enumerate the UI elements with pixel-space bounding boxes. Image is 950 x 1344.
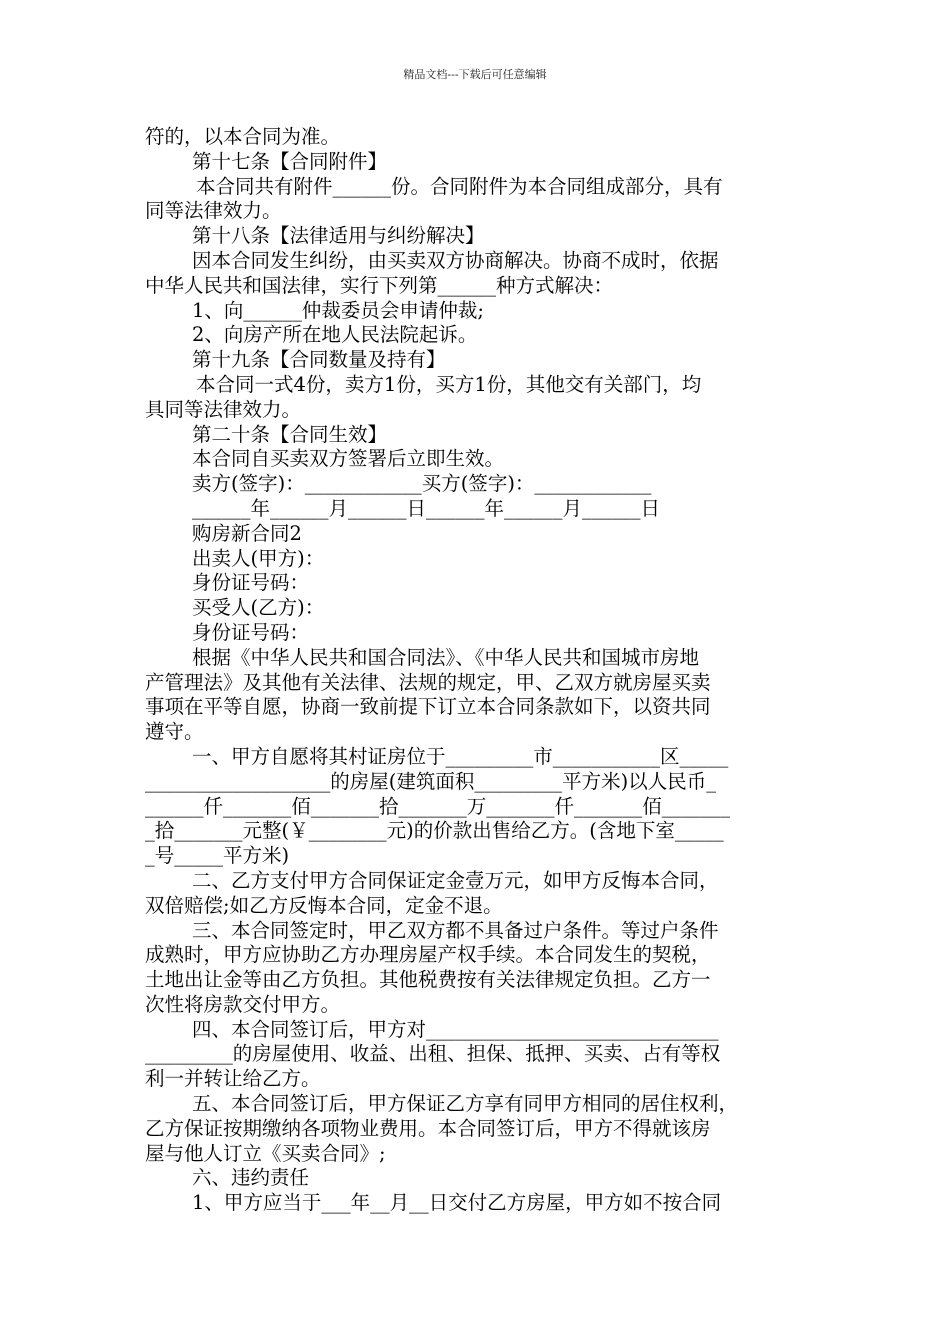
text-line: 中华人民共和国法律，实行下列第______种方式解决： (145, 273, 614, 297)
date-line: ______年______月______日______年______月______日 (192, 496, 660, 520)
text-line: _号_____平方米) (145, 844, 290, 868)
signature-line: 卖方(签字)：____________买方(签字)：____________ (192, 472, 652, 496)
text-line: _________的房屋使用、收益、出租、担保、抵押、买卖、占有等权 (145, 1042, 721, 1066)
article-heading: 第十九条【合同数量及持有】 (192, 348, 446, 372)
text-line: 根据《中华人民共和国合同法》、《中华人民共和国城市房地 (192, 645, 700, 669)
text-line: 1、甲方应当于___年__月__日交付乙方房屋，甲方如不按合同 (192, 1191, 722, 1215)
text-line: 本合同自买卖双方签署后立即生效。 (192, 447, 505, 471)
text-line: ___________________的房屋(建筑面积_________平方米)以人民币_ (145, 769, 716, 793)
text-line: 利一并转让给乙方。 (145, 1067, 321, 1091)
text-line: 双倍赔偿;如乙方反悔本合同，定金不退。 (145, 893, 503, 917)
text-line: 本合同一式4份，卖方1份，买方1份，其他交有关部门，均 (196, 372, 702, 396)
id-number-field: 身份证号码： (192, 620, 310, 644)
text-line: 1、向______仲裁委员会申请仲裁; (192, 298, 484, 322)
buyer-field: 买受人(乙方)： (192, 596, 325, 620)
text-line: 五、本合同签订后，甲方保证乙方享有同甲方相同的居住权利， (192, 1092, 739, 1116)
text-line: 次性将房款交付甲方。 (145, 992, 341, 1016)
article-heading: 第十七条【合同附件】 (192, 149, 388, 173)
text-line: 本合同共有附件______份。合同附件为本合同组成部分，具有 (196, 174, 723, 198)
text-line: 二、乙方支付甲方合同保证定金壹万元，如甲方反悔本合同， (192, 868, 719, 892)
text-line: 一、甲方自愿将其村证房位于_________市___________区_____ (192, 744, 729, 768)
text-line: 具同等法律效力。 (145, 397, 302, 421)
article-heading: 六、违约责任 (192, 1166, 310, 1190)
id-number-field: 身份证号码： (192, 571, 310, 595)
text-line: 符的，以本合同为准。 (145, 125, 341, 148)
text-line: 四、本合同签订后，甲方对______________________________ (192, 1017, 719, 1041)
text-line: _拾_______元整(￥________元)的价款出售给乙方。(含地下室_____ (145, 819, 724, 843)
article-heading: 第二十条【合同生效】 (192, 422, 388, 446)
text-line: 2、向房产所在地人民法院起诉。 (192, 323, 478, 347)
text-line: 遵守。 (145, 720, 204, 744)
text-line: 乙方保证按期缴纳各项物业费用。本合同签订后，甲方不得就该房 (145, 1116, 711, 1140)
text-line: 产管理法》及其他有关法律、法规的规定，甲、乙双方就房屋买卖 (145, 670, 711, 694)
text-line: 三、本合同签定时，甲乙双方都不具备过户条件。等过户条件 (192, 918, 719, 942)
text-line: 土地出让金等由乙方负担。其他税费按有关法律规定负担。乙方一 (145, 968, 711, 992)
text-line: 同等法律效力。 (145, 199, 282, 223)
document-body (145, 125, 808, 1216)
page-header: 精品文档---下载后可任意编辑 (403, 68, 547, 81)
text-line: ______仟_______佰_______拾_______万_______仟_______佰_______ (145, 794, 730, 818)
text-line: 成熟时，甲方应协助乙方办理房屋产权手续。本合同发生的契税， (145, 943, 711, 967)
text-line: 因本合同发生纠纷，由买卖双方协商解决。协商不成时，依据 (192, 248, 719, 272)
article-heading: 第十八条【法律适用与纠纷解决】 (192, 224, 485, 248)
contract-title: 购房新合同2 (192, 521, 302, 545)
text-line: 事项在平等自愿，协商一致前提下订立本合同条款如下，以资共同 (145, 695, 711, 719)
seller-field: 出卖人(甲方)： (192, 546, 325, 570)
text-line: 屋与他人订立《买卖合同》; (145, 1141, 386, 1165)
